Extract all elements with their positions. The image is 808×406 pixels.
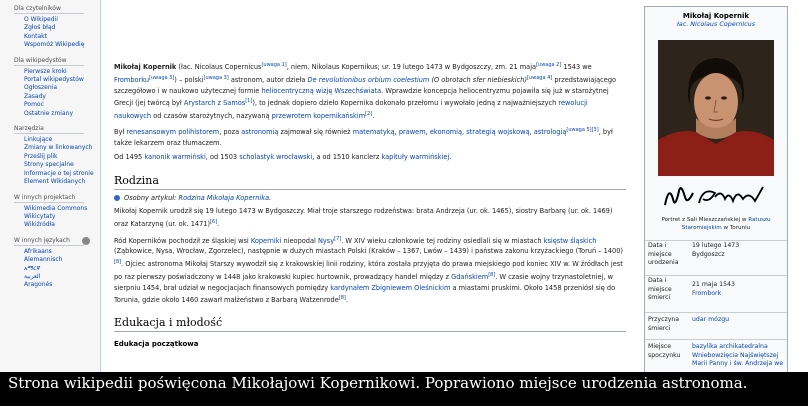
interests-paragraph bbox=[114, 125, 626, 148]
birth-place: Bydgoszcz bbox=[692, 250, 725, 258]
sidebar-item-community-portal[interactable]: Portal wikipedystów bbox=[24, 76, 84, 84]
text: , bbox=[425, 127, 430, 136]
text: , był także lekarzem oraz tłumaczem. bbox=[114, 127, 613, 147]
languages-heading-label: W innych językach bbox=[14, 236, 70, 244]
hatnote bbox=[114, 193, 626, 204]
text: a miastami pruskimi. Około 1458 przeniósł się do Torunia, gdzie około 1460 zawarł małżeństwo z Barbarą Watzenrode bbox=[114, 283, 616, 305]
infobox-title: Mikołaj Kopernik bbox=[682, 12, 750, 20]
sidebar-item-lang-an[interactable]: Aragonés bbox=[24, 281, 53, 289]
section-heading-family: Rodzina bbox=[114, 174, 626, 190]
footnote-ref[interactable]: [uwaga 4] bbox=[527, 74, 553, 81]
sidebar-item-lang-ar[interactable]: العربية bbox=[24, 272, 41, 280]
footnote-ref[interactable]: [uwaga 5][3] bbox=[566, 126, 599, 133]
text: (łac. Nicolaus Copernicus bbox=[176, 63, 262, 72]
infobox-label: Data i miejsce śmierci bbox=[648, 277, 672, 302]
section-heading-education: Edukacja i młodość bbox=[114, 316, 626, 332]
link-town-hall[interactable]: Ratuszu Staromiejskim bbox=[681, 217, 771, 231]
sidebar-item-first-steps[interactable]: Pierwsze kroki bbox=[24, 67, 67, 75]
link-astrology[interactable]: astrologią bbox=[533, 127, 567, 136]
sidebar-item-help[interactable]: Pomoc bbox=[24, 101, 44, 109]
text: nieopodal bbox=[281, 236, 318, 245]
gear-icon[interactable] bbox=[82, 237, 90, 245]
infobox-row-birth bbox=[645, 240, 787, 275]
infobox-row-death bbox=[645, 275, 787, 312]
text: , bbox=[529, 127, 534, 136]
text: , poza bbox=[219, 127, 242, 136]
text: zajmował się również bbox=[278, 127, 353, 136]
link-scientific-revolution[interactable]: rewolucji naukowych bbox=[114, 99, 588, 121]
signature-image bbox=[659, 179, 773, 215]
footnote-ref[interactable]: [8] bbox=[114, 259, 122, 266]
caption-bar bbox=[0, 372, 808, 406]
text: , od 1503 bbox=[205, 153, 240, 162]
sidebar-item-what-links-here[interactable]: Linkujące bbox=[24, 136, 53, 144]
birth-date: 19 lutego 1473 bbox=[692, 242, 740, 249]
footnote-ref[interactable]: [7] bbox=[334, 235, 342, 242]
text: . W czasie wojny trzynastoletniej, w sierpniu 1454, brał udział w negocjacjach finansowych pomiędzy bbox=[114, 273, 613, 292]
link-copernican-revolution[interactable]: przewrotem kopernikańskim bbox=[271, 112, 366, 121]
infobox-value bbox=[692, 281, 784, 298]
sidebar-item-recent-changes[interactable]: Ostatnie zmiany bbox=[24, 109, 73, 117]
text: . bbox=[217, 220, 220, 229]
sidebar-heading: Dla wikipedystów bbox=[14, 57, 84, 66]
text: (Ząbkowice, Nysa, Wrocław, Zgorzelec), następnie w dużych miastach Polski (Kraków – 1367, Lwów – 1439) i państwa zakonu krzyżackiego (Toruń – 1400) bbox=[114, 247, 624, 256]
sidebar-item-special-pages[interactable]: Strony specjalne bbox=[24, 161, 74, 169]
info-icon bbox=[114, 195, 120, 201]
text: . W XIV wieku członkowie tej rodziny osiedlali się w miastach bbox=[341, 236, 544, 245]
link-gdansk[interactable]: Gdańskiem bbox=[451, 273, 489, 281]
sidebar-item-lang-am[interactable]: አማርኛ bbox=[24, 264, 41, 272]
footnote-ref[interactable]: [8] bbox=[488, 271, 496, 278]
sidebar-item-lang-af[interactable]: Afrikaans bbox=[24, 247, 52, 255]
text: astronom, autor dzieła bbox=[228, 75, 308, 84]
sidebar-item-page-info[interactable]: Informacje o tej stronie bbox=[24, 169, 94, 177]
link-heliocentrism[interactable]: heliocentryczną wizję Wszechświata bbox=[261, 86, 382, 95]
footnote-ref[interactable]: [2] bbox=[365, 110, 373, 117]
signature-drawing bbox=[659, 179, 773, 215]
footnote-ref[interactable]: [uwaga 3] bbox=[203, 74, 229, 81]
sidebar-item-about[interactable]: O Wikipedii bbox=[24, 16, 58, 23]
sidebar-item-upload-file[interactable]: Prześlij plik bbox=[24, 152, 58, 160]
portrait-illustration bbox=[658, 40, 774, 176]
text: Od 1495 bbox=[114, 153, 145, 162]
sidebar-item-announcements[interactable]: Ogłoszenia bbox=[24, 84, 58, 92]
link-mathematics[interactable]: matematyką bbox=[352, 127, 395, 136]
link-koperniki[interactable]: Koperniki bbox=[250, 236, 282, 245]
sidebar-item-report-error[interactable]: Zgłoś błąd bbox=[24, 24, 56, 32]
text: . bbox=[269, 193, 272, 202]
portrait-image[interactable] bbox=[658, 40, 774, 176]
infobox bbox=[644, 6, 788, 372]
text: Osobny artykuł: bbox=[124, 193, 179, 202]
sidebar-heading bbox=[14, 237, 84, 246]
footnote-ref[interactable]: [uwaga 2] bbox=[536, 62, 562, 68]
text: przedstawiającego szczegółowo i w naukowo użytecznej formie bbox=[114, 75, 617, 95]
infobox-row-cause bbox=[645, 312, 787, 339]
infobox-label: Miejsce spoczynku bbox=[648, 343, 681, 359]
link-frombork[interactable]: Fromborku bbox=[114, 75, 150, 84]
sidebar-item-related-changes[interactable]: Zmiany w linkowanych bbox=[24, 144, 93, 152]
link-de-revolutionibus[interactable]: De revolutionibus orbium coelestium bbox=[307, 75, 430, 84]
burial-place-link[interactable]: bazylika archikatedralna Wniebowzięcia Najświętszej Marii Panny i św. Andrzeja we bbox=[692, 343, 784, 368]
text: , a od 1510 kanclerz bbox=[312, 153, 382, 162]
footnote-ref[interactable]: [1] bbox=[245, 98, 253, 105]
link-family-article[interactable]: Rodzina Mikołaja Kopernika bbox=[178, 193, 270, 202]
sidebar-item-wikiquote[interactable]: Wikicytaty bbox=[24, 212, 56, 220]
death-date: 21 maja 1543 bbox=[692, 281, 735, 288]
footnote-ref[interactable]: [uwaga 3] bbox=[149, 74, 175, 81]
sidebar-item-contact[interactable]: Kontakt bbox=[24, 32, 47, 40]
infobox-subtitle: łac. Nicolaus Copernicus bbox=[676, 20, 756, 28]
link-military-strategy[interactable]: strategią wojskową bbox=[466, 127, 530, 136]
footnote-ref[interactable]: [uwaga 1] bbox=[261, 62, 287, 68]
sidebar-item-donate[interactable]: Wspomóż Wikipedię bbox=[24, 41, 85, 49]
link-economics[interactable]: ekonomią bbox=[429, 127, 463, 136]
text: w Toruniu bbox=[721, 225, 751, 231]
sidebar-item-wikisource[interactable]: Wikiźródła bbox=[24, 221, 55, 229]
text: . bbox=[345, 296, 348, 305]
link-polymath[interactable]: renesansowym polihistorem bbox=[126, 127, 220, 136]
footnote-ref[interactable]: [8] bbox=[338, 295, 346, 302]
subsection-heading-early-education: Edukacja początkowa bbox=[114, 339, 199, 348]
infobox-label: Przyczyna śmierci bbox=[648, 316, 680, 332]
sidebar-heading: Narzędzia bbox=[14, 125, 84, 134]
link-astronomy[interactable]: astronomią bbox=[241, 127, 279, 136]
article-content bbox=[108, 0, 634, 372]
sidebar-item-wikidata[interactable]: Element Wikidanych bbox=[24, 178, 86, 186]
footnote-ref[interactable]: [6] bbox=[210, 218, 218, 225]
sidebar-heading: Dla czytelników bbox=[14, 5, 84, 14]
death-place-link[interactable]: Frombork bbox=[692, 289, 722, 297]
infobox-row-burial bbox=[645, 339, 787, 372]
sidebar-item-commons[interactable]: Wikimedia Commons bbox=[24, 204, 88, 212]
text: Był bbox=[114, 127, 127, 136]
link-chapter[interactable]: kapituły warmińskiej bbox=[381, 153, 450, 162]
portrait-caption bbox=[651, 216, 781, 232]
text: 1543 we bbox=[561, 63, 592, 72]
text: . Wprawdzie koncepcja heliocentryzmu pojawiła się już w starożytnej Grecji (jej twórcą był bbox=[114, 86, 609, 108]
sidebar bbox=[0, 0, 101, 372]
link-nysa[interactable]: Nysy bbox=[317, 236, 335, 245]
infobox-value bbox=[692, 242, 784, 259]
sidebar-heading: W innych projektach bbox=[14, 194, 84, 203]
cause-of-death-link[interactable]: udar mózgu bbox=[692, 316, 730, 323]
text: Portret z Sali Mieszczańskiej w bbox=[661, 217, 749, 223]
intro-paragraph bbox=[114, 60, 626, 122]
link-canon[interactable]: kanonik warmiński bbox=[144, 153, 206, 162]
sidebar-item-rules[interactable]: Zasady bbox=[24, 92, 46, 100]
career-paragraph bbox=[114, 152, 626, 163]
text: . bbox=[449, 153, 452, 162]
text: , bbox=[394, 127, 399, 136]
link-law[interactable]: prawem bbox=[398, 127, 426, 136]
link-silesian-duchies[interactable]: księstw śląskich bbox=[543, 236, 597, 245]
text: ), to jednak dopiero dzieło Kopernika dokonało przełomu i wywołało jedną z najważniejszych bbox=[252, 99, 559, 108]
text: , bbox=[462, 127, 467, 136]
text: ) – polski bbox=[174, 75, 204, 84]
sidebar-item-lang-als[interactable]: Alemannisch bbox=[24, 256, 63, 264]
link-scholastic[interactable]: scholastyk wrocławski bbox=[239, 153, 313, 162]
text: . bbox=[372, 112, 375, 121]
link-olesnicki[interactable]: kardynałem Zbigniewem Oleśnickim bbox=[330, 283, 451, 292]
birth-paragraph bbox=[114, 206, 626, 229]
caption-text: Strona wikipedii poświęcona Mikołajowi Kopernikowi. Poprawiono miejsce urodzenia astronoma. bbox=[8, 374, 748, 392]
link-aristarchus[interactable]: Arystarch z Samos bbox=[183, 99, 246, 108]
text: Ród Koperników pochodził ze śląskiej wsi bbox=[114, 236, 251, 245]
text: Mikołaj Kopernik urodził się 19 lutego 1473 w Bydgoszczy. Miał troje starszego rodzeństwa: brata Andrzeja (ur. ok. 1465), siostry Barbarę (ur. ok. 1469) oraz Katarzynę (ur. ok. 1471) bbox=[114, 207, 613, 229]
infobox-label: Data i miejsce urodzenia bbox=[648, 242, 679, 267]
text: . Ojciec astronoma Mikołaj Starszy wywodził się z krakowskiej linii rodziny, która została przyjęta do prawa miejskiego pod koniec XIV w. W źródłach jest po raz pierwszy poświadczony w 1448 jako krakowski kupiec hurtownik, prowadzący handel między z bbox=[114, 260, 623, 281]
ancestry-paragraph bbox=[114, 234, 626, 306]
article-subject: Mikołaj Kopernik bbox=[114, 63, 177, 72]
text: od czasów starożytnych, nazywaną bbox=[151, 112, 272, 121]
text: (O obrotach sfer niebieskich) bbox=[429, 75, 528, 84]
text: , niem. Nikolaus Kopernikus; ur. 19 lutego 1473 w Bydgoszczy, zm. 21 maja bbox=[286, 63, 537, 72]
